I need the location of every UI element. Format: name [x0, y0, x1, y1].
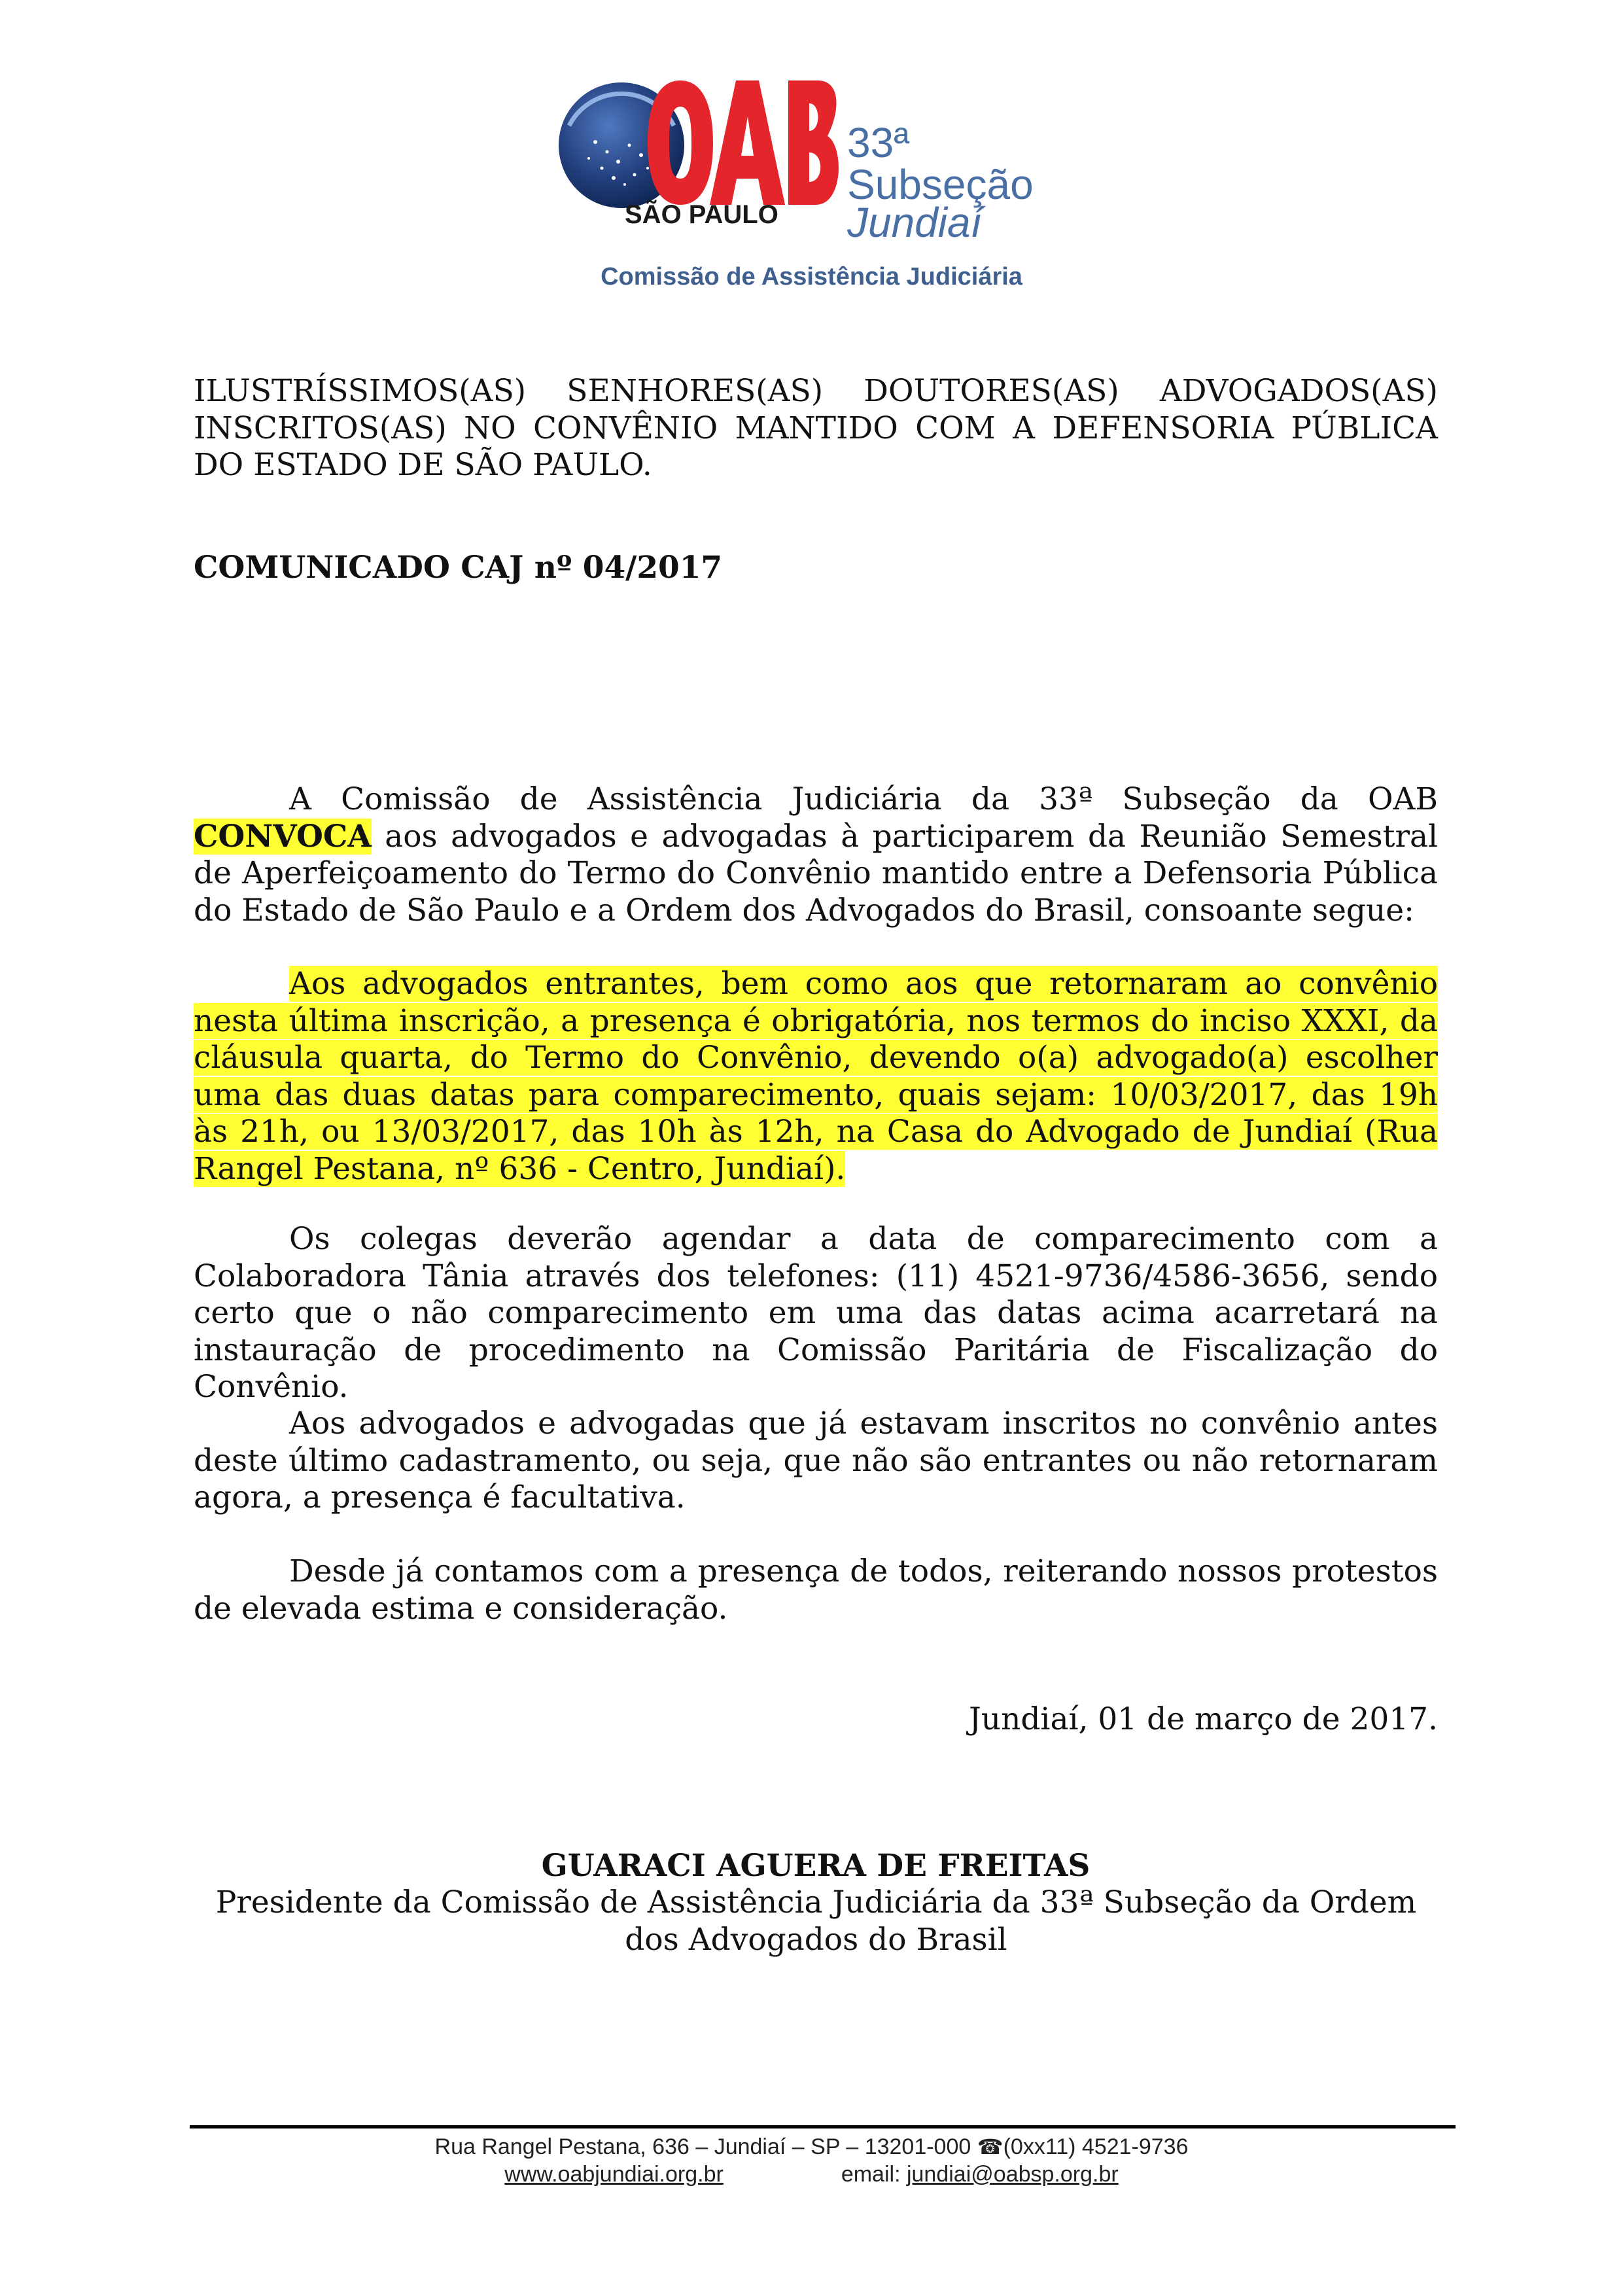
- footer-address: Rua Rangel Pestana, 636 – Jundiaí – SP – 13201-000: [434, 2134, 977, 2159]
- footer-divider: [190, 2125, 1456, 2128]
- commission-title: Comissão de Assistência Judiciária: [601, 263, 1022, 291]
- paragraph-1-start: A Comissão de Assistência Judiciária da 33ª Subseção da OAB: [289, 781, 1438, 817]
- website-link[interactable]: www.oabjundiai.org.br: [504, 2162, 724, 2187]
- subsecao-line2: Jundiaí: [847, 199, 983, 246]
- signer-title: Presidente da Comissão de Assistência Judiciária da 33ª Subseção da Ordem dos Advogados do Brasil: [215, 1884, 1417, 1958]
- signer-name: GUARACI AGUERA DE FREITAS: [541, 1848, 1091, 1884]
- footer-phone: (0xx11) 4521-9736: [1003, 2134, 1189, 2159]
- paragraph-1: [194, 781, 1438, 929]
- oab-logo: [556, 77, 1092, 246]
- paragraph-2-text: Aos advogados entrantes, bem como aos que retornaram ao convênio nesta última inscrição, a presença é obrigatória, nos termos do inciso XXXI, da cláusula quarta, do Termo do Convênio, devendo o(a) advogado(a) escolher uma das duas datas para comparecimento, quais sejam: 10/03/2017, das 19h às 21h, ou 13/03/2017, das 10h às 12h, na Casa do Advogado de Jundiaí (Rua Rangel Pestana, nº 636 - Centro, Jundiaí).: [194, 966, 1438, 1187]
- paragraph-3: Os colegas deverão agendar a data de comparecimento com a Colaboradora Tânia através dos telefones: (11) 4521-9736/4586-3656, sendo certo que o não comparecimento em uma das datas acima acarretará na instauração de procedimento na Comissão Paritária de Fiscalização do Convênio.: [194, 1221, 1438, 1405]
- email-link[interactable]: jundiai@oabsp.org.br: [906, 2162, 1119, 2187]
- footer: [0, 2133, 1623, 2188]
- phone-icon: ☎: [977, 2135, 1003, 2159]
- paragraph-5: Desde já contamos com a presença de todos, reiterando nossos protestos de elevada estima e consideração.: [194, 1553, 1438, 1627]
- paragraph-4: Aos advogados e advogadas que já estavam inscritos no convênio antes deste último cadastramento, ou seja, que não são entrantes ou não retornaram agora, a presença é facultativa.: [194, 1405, 1438, 1515]
- subsecao-label: [847, 119, 1092, 246]
- convoca-keyword: CONVOCA: [194, 818, 372, 855]
- addressee: [194, 373, 1438, 484]
- subsecao-line1: 33ª Subseção: [847, 119, 1034, 208]
- paragraph-2: [194, 966, 1438, 1188]
- email-label: email:: [841, 2162, 907, 2187]
- paragraph-1-end: aos advogados e advogadas à participarem da Reunião Semestral de Aperfeiçoamento do Termo do Convênio mantido entre a Defensoria Pública do Estado de São Paulo e a Ordem dos Advogados do Brasil, consoante segue:: [194, 818, 1438, 928]
- logo-region-label: SÃO PAULO: [625, 200, 778, 229]
- date-line: Jundiaí, 01 de março de 2017.: [968, 1701, 1438, 1737]
- addressee-text: ILUSTRÍSSIMOS(AS) SENHORES(AS) DOUTORES(AS) ADVOGADOS(AS) INSCRITOS(AS) NO CONVÊNIO MANTIDO COM A DEFENSORIA PÚBLICA DO ESTADO DE SÃO PAULO.: [194, 373, 1438, 483]
- subject: COMUNICADO CAJ nº 04/2017: [194, 550, 723, 586]
- footer-contacts: [0, 2161, 1623, 2188]
- oab-letters-logo: [644, 71, 841, 221]
